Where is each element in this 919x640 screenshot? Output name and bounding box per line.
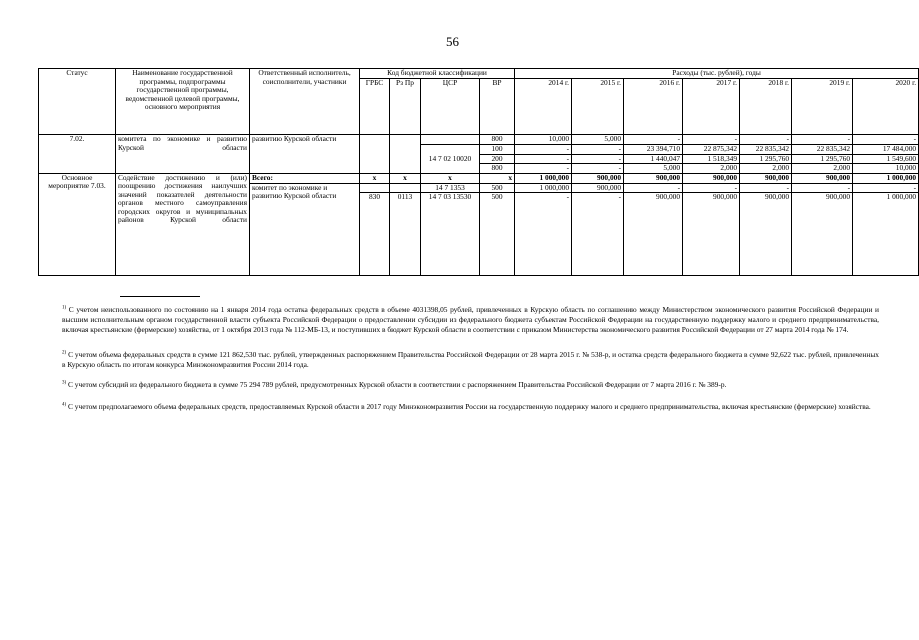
csr-cell: 14 7 1353: [421, 183, 480, 193]
page-number: 56: [446, 34, 459, 49]
value-cell: 22 875,342: [683, 145, 740, 155]
header-year: 2018 г.: [740, 79, 792, 135]
total-value-cell: 900,000: [624, 173, 683, 183]
value-cell: 1 000,000: [515, 183, 572, 193]
header-grbs: ГРБС: [360, 79, 390, 135]
header-expenses: Расходы (тыс. рублей), годы: [515, 69, 919, 79]
value-cell: -: [683, 135, 740, 145]
header-responsible: Ответственный исполнитель, соисполнители, участники: [250, 69, 360, 135]
vr-cell: 800: [480, 135, 515, 145]
grbs-cell: 830: [360, 193, 390, 276]
value-cell: -: [515, 154, 572, 164]
value-cell: 1 440,047: [624, 154, 683, 164]
header-budget-code: Код бюджетной классификации: [360, 69, 515, 79]
value-cell: 900,000: [740, 193, 792, 276]
value-cell: 10,000: [853, 164, 919, 174]
footnote-text: С учетом объема федеральных средств в сумме 121 862,530 тыс. рублей, утвержденных распоряжением Правительства Российской Федерации от 28 марта 2015 г. № 538-р, и остатка средств федерального бюджета в сумме 92,622 тыс. рублей, привлеченных в Курскую область по итогам конкурса Минэкономразвития России 2014 года.: [62, 350, 880, 369]
responsible-cell: развитию Курской области: [250, 135, 360, 174]
value-cell: 2,000: [683, 164, 740, 174]
value-cell: 900,000: [683, 193, 740, 276]
value-cell: -: [572, 193, 624, 276]
value-cell: -: [515, 145, 572, 155]
header-vr: ВР: [480, 79, 515, 135]
value-cell: 5,000: [624, 164, 683, 174]
footnote-mark: 4): [62, 402, 67, 408]
value-cell: 1 000,000: [853, 193, 919, 276]
value-cell: 1 295,760: [740, 154, 792, 164]
value-cell: 23 394,710: [624, 145, 683, 155]
total-value-cell: 1 000,000: [515, 173, 572, 183]
vr-cell: 100: [480, 145, 515, 155]
value-cell: -: [624, 183, 683, 193]
csr-cell: 14 7 03 13530: [421, 193, 480, 276]
value-cell: 5,000: [572, 135, 624, 145]
header-status: Статус: [39, 69, 116, 135]
total-value-cell: 900,000: [683, 173, 740, 183]
footnote-text: С учетом субсидий из федерального бюджета в сумме 75 294 789 рублей, предусмотренных Курской области в соответствии с распоряжением Правительства Российской Федерации от 7 марта 2016 г. № 389-р.: [68, 380, 727, 389]
value-cell: -: [572, 164, 624, 174]
value-cell: -: [572, 154, 624, 164]
value-cell: -: [740, 135, 792, 145]
header-year: 2017 г.: [683, 79, 740, 135]
value-cell: 22 835,342: [740, 145, 792, 155]
value-cell: -: [515, 164, 572, 174]
responsible-cell: комитет по экономике и развитию Курской области: [250, 183, 360, 276]
header-year: 2020 г.: [853, 79, 919, 135]
value-cell: -: [740, 183, 792, 193]
header-year: 2016 г.: [624, 79, 683, 135]
rzpr-cell: х: [390, 173, 421, 183]
value-cell: -: [624, 135, 683, 145]
vr-cell: 200: [480, 154, 515, 164]
value-cell: 2,000: [792, 164, 853, 174]
value-cell: -: [792, 135, 853, 145]
header-year: 2015 г.: [572, 79, 624, 135]
rzpr-cell: [390, 135, 421, 174]
value-cell: -: [683, 183, 740, 193]
footnote-2: [62, 350, 879, 370]
header-rzpr: Рз Пр: [390, 79, 421, 135]
status-cell: Основное мероприятие 7.03.: [39, 173, 116, 276]
value-cell: 900,000: [792, 193, 853, 276]
total-value-cell: 900,000: [740, 173, 792, 183]
total-value-cell: 900,000: [792, 173, 853, 183]
value-cell: 22 835,342: [792, 145, 853, 155]
csr-cell: х: [421, 173, 480, 183]
vr-cell: х: [480, 173, 515, 183]
rzpr-cell: 0113: [390, 193, 421, 276]
header-year: 2019 г.: [792, 79, 853, 135]
vr-cell: 500: [480, 193, 515, 276]
status-cell: 7.02.: [39, 135, 116, 174]
value-cell: 900,000: [572, 183, 624, 193]
value-cell: 1 295,760: [792, 154, 853, 164]
name-cell: Содействие достижению и (или) поощрению достижения наилучших значений показателей деятельности органов местного самоуправления городских округов и муниципальных районов Курской области: [116, 173, 250, 276]
value-cell: -: [572, 145, 624, 155]
value-cell: -: [853, 183, 919, 193]
header-csr: ЦСР: [421, 79, 480, 135]
vr-cell: 800: [480, 164, 515, 174]
footnote-mark: 2): [62, 350, 67, 356]
value-cell: 2,000: [740, 164, 792, 174]
footnote-text: С учетом неиспользованного по состоянию на 1 января 2014 года остатка федеральных средств в объеме 4031398,05 рублей, привлеченных в Курскую область по соглашению между Министерством экономического развития Российской Федерации и высшим исполнительным органом государственной власти субъекта Российской Федерации о предоставлении субсидии из федерального бюджета субъектам Российской Федерации на государственную поддержку малого и среднего предпринимательства, включая крестьянские (фермерские) хозяйства, от 1 октября 2013 года № 112-МБ-13, и поступивших в бюджет Курской области в соответствии с приказом Министерства экономического развития Российской Федерации от 27 марта 2014 года № 174.: [62, 305, 879, 334]
value-cell: -: [515, 193, 572, 276]
value-cell: -: [792, 183, 853, 193]
value-cell: 10,000: [515, 135, 572, 145]
vr-cell: 500: [480, 183, 515, 193]
csr-cell: [421, 135, 480, 145]
value-cell: 1 549,600: [853, 154, 919, 164]
csr-cell: 14 7 02 10020: [421, 145, 480, 174]
budget-table: [38, 68, 919, 276]
name-cell: комитета по экономике и развитию Курской области: [116, 135, 250, 174]
total-value-cell: 900,000: [572, 173, 624, 183]
header-name: Наименование государственной программы, подпрограммы государственной программы, ведомственной целевой программы, основного мероприятия: [116, 69, 250, 135]
total-label: Всего:: [250, 173, 360, 183]
footnote-text: С учетом предполагаемого объема федеральных средств, предоставляемых Курской области в 2017 году Минэкономразвития России на государственную поддержку малого и среднего предпринимательства, включая крестьянские (фермерские) хозяйства.: [68, 402, 871, 411]
value-cell: 900,000: [624, 193, 683, 276]
total-value-cell: 1 000,000: [853, 173, 919, 183]
footnote-4: [62, 402, 879, 412]
footnote-mark: 1): [62, 305, 67, 311]
value-cell: -: [853, 135, 919, 145]
value-cell: 17 484,000: [853, 145, 919, 155]
grbs-cell: [360, 135, 390, 174]
value-cell: 1 518,349: [683, 154, 740, 164]
footnote-separator: [120, 296, 200, 297]
footnote-3: [62, 380, 879, 390]
header-year: 2014 г.: [515, 79, 572, 135]
footnote-1: [62, 305, 879, 334]
grbs-cell: х: [360, 173, 390, 183]
footnote-mark: 3): [62, 380, 67, 386]
